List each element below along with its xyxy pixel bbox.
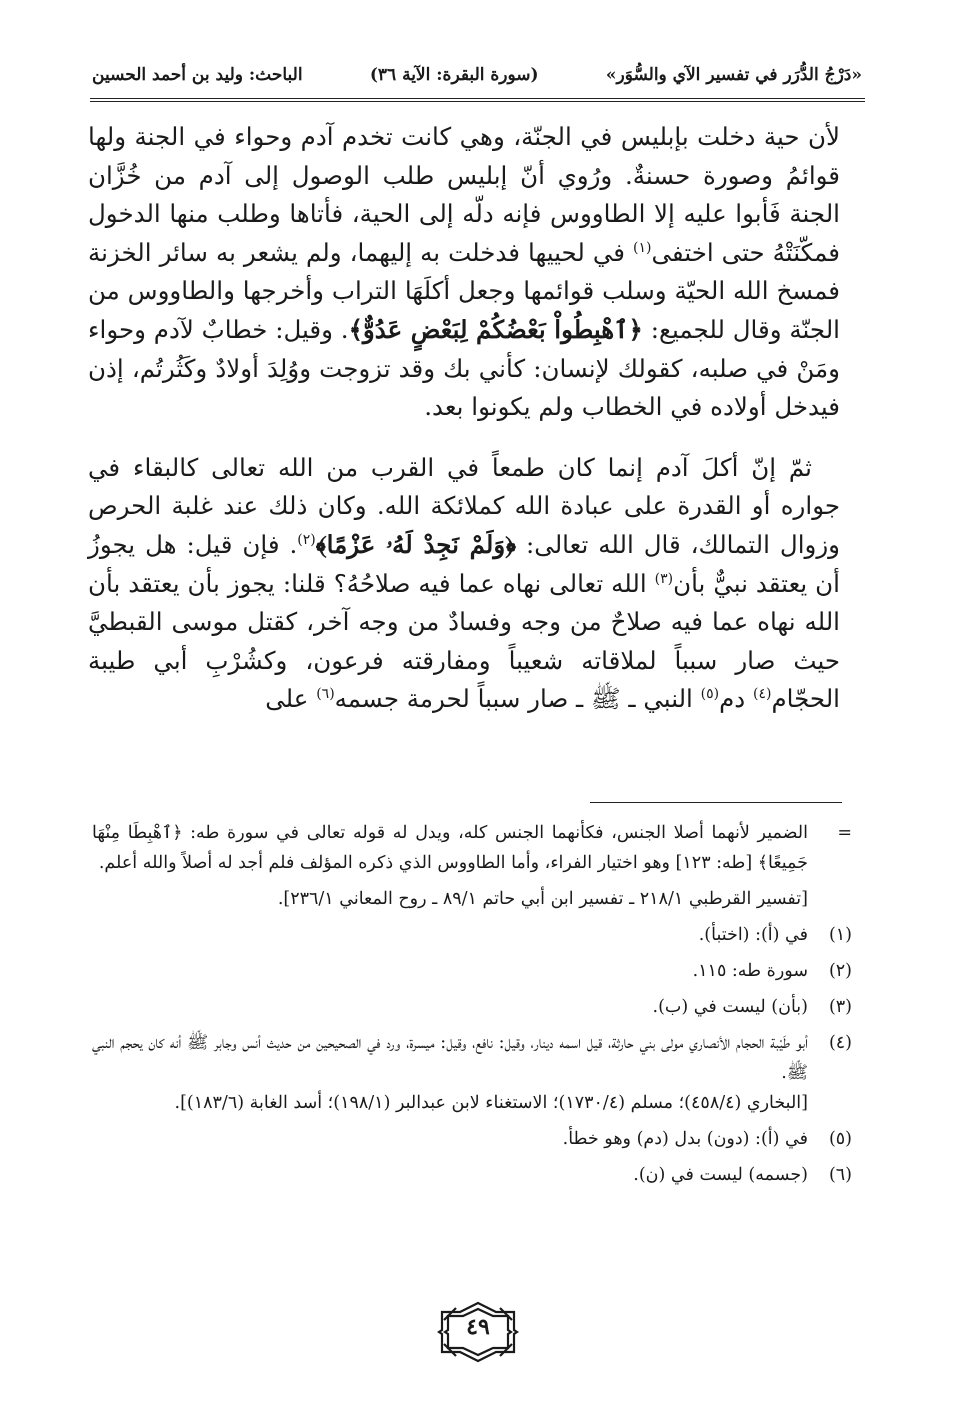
footnote-6 — [92, 1160, 852, 1190]
footnote-ref-2[interactable]: (٢) — [297, 531, 316, 548]
book-title: «دَرْجُ الدُّرَر في تفسير الآي والسُّوَر» — [605, 65, 862, 85]
footnote-text — [92, 1028, 808, 1118]
paragraph-1 — [88, 118, 840, 427]
footnote-number: (٥) — [828, 1129, 852, 1149]
text-run: في لحييها فدخلت به إليهما، ولم يشعر به سائر الخزنة فمسخ الله الحيّة وسلب قوائمها وجعل أكلَهَا التراب وأخرجها والطاووس من الجنّة وقال للجميع: — [88, 237, 840, 344]
page-number: ٤٩ — [466, 1314, 490, 1340]
text-run: . وقيل: خطابٌ لآدم وحواء ومَنْ في صلبه، كقولك لإنسان: كأني بك وقد تزوجت ووُلِدَ أولادٌ وكَثُرتُم، إذن فيدخل أولاده في الخطاب ولم يكونوا بعد. — [88, 314, 840, 422]
footnote-ref-6[interactable]: (٦) — [316, 686, 335, 703]
text-run: الله تعالى نهاه عما فيه صلاحُهُ؟ قلنا: يجوز بأن يعتقد بأن الله نهاه عما فيه صلاحٌ من وجه وفسادٌ من وجه آخر، كقتل موسى القبطيَّ حيث صار سبباً لملاقاته شعيباً ومفارقته فرعون، وكشُرْبِ أبي طيبة الحجّام — [88, 568, 840, 714]
footnote-number: (٣) — [828, 997, 852, 1017]
footnote-separator — [590, 802, 842, 803]
footnote-text: (بأن) ليست في (ب). — [652, 997, 808, 1017]
footnote-body: أبو طَيْبة الحجام الأنصاري مولى بني حارثة، قيل اسمه دينار، وقيل: نافع، وقيل: ميسرة، ورد في الصحيحين من حديث أنس وجابر ﷺ أنه كان يحجم النبي ﷺ. — [92, 1033, 808, 1083]
footnote-text: (جسمه) ليست في (ن). — [633, 1165, 808, 1185]
footnote-text: في (أ): (اختبأ). — [698, 925, 808, 945]
footnote-number: (١) — [828, 925, 852, 945]
footnote-2 — [92, 956, 852, 986]
footnote-number: (٤) — [828, 1033, 852, 1053]
footnote-continuation — [92, 818, 852, 878]
text-run: . فإن قيل: هل يجوزُ أن يعتقد نبيٌّ بأن — [88, 529, 840, 598]
paragraph-2 — [88, 449, 840, 719]
footnote-text: سورة طه: ١١٥. — [692, 961, 808, 981]
quran-verse: ﴿وَلَمْ نَجِدْ لَهُۥ عَزْمًا﴾ — [315, 529, 517, 559]
quran-verse: ﴿ٱهْبِطُواْ بَعْضُكُمْ لِبَعْضٍ عَدُوٌّ﴾ — [348, 314, 643, 344]
researcher-name: الباحث: وليد بن أحمد الحسين — [92, 65, 303, 85]
main-text — [88, 118, 840, 719]
surah-reference: (سورة البقرة: الآية ٣٦) — [369, 65, 539, 85]
running-header — [92, 60, 862, 90]
footnote-4 — [92, 1028, 852, 1118]
footnote-ref-3[interactable]: (٣) — [654, 570, 674, 587]
text-run: ثمّ إنّ أكلَ آدم إنما كان طمعاً في القرب من الله تعالى كالبقاء في جواره أو القدرة على عبادة الله كملائكة الله. وكان ذلك عند غلبة الحرص وزوال التمالك، قال الله تعالى: — [88, 452, 841, 559]
spacer — [808, 884, 852, 914]
footnote-1 — [92, 920, 852, 950]
continuation-marker: = — [837, 823, 852, 843]
footnote-text: في (أ): (دون) بدل (دم) وهو خطأ. — [562, 1129, 808, 1149]
footnote-number: (٢) — [828, 961, 852, 981]
page-number-ornament — [436, 1300, 520, 1364]
footnote-text: [تفسير القرطبي ٢١٨/١ ـ تفسير ابن أبي حاتم ٨٩/١ ـ روح المعاني ٢٣٦/١]. — [277, 889, 808, 909]
footnote-ref-4[interactable]: (٤) — [752, 686, 772, 703]
text-run: على — [265, 684, 317, 714]
text-run: دم — [719, 684, 753, 714]
footnote-sources: [البخاري (٤٥٨/٤)؛ مسلم (١٧٣٠/٤)؛ الاستغناء لابن عبدالبر (١٩٨/١)؛ أسد الغابة (١٨٣/٦)]. — [174, 1093, 808, 1113]
footnote-3 — [92, 992, 852, 1022]
footnote-text: الضمير لأنهما أصلا الجنس، فكأنهما الجنس كله، ويدل له قوله تعالى في سورة طه: ﴿ٱهْبِطَا مِنْهَا جَمِيعًا﴾ [طه: ١٢٣] وهو اختيار الفراء، وأما الطاووس الذي ذكره المؤلف فلم أجد له أصلاً والله أعلم. — [92, 823, 808, 873]
footnote-ref-1[interactable]: (١) — [633, 239, 652, 256]
footnotes — [92, 818, 852, 1196]
footnote-number: (٦) — [828, 1165, 852, 1185]
footnote-5 — [92, 1124, 852, 1154]
footnote-ref-5[interactable]: (٥) — [700, 686, 720, 703]
text-run: لأن حية دخلت بإبليس في الجنّة، وهي كانت تخدم آدم وحواء في الجنة ولها قوائمُ وصورة حسنةٌ. ورُوي أنّ إبليس طلب الوصول إلى آدم من خُزَّان الجنة فَأبوا عليه إلا الطاووس فإنه دلّه إلى الحية، فأتاها وطلب منها الدخول فمكّنَتْهُ حتى اختفى — [88, 122, 840, 267]
header-rule-double — [90, 101, 865, 102]
header-rule — [90, 98, 865, 99]
footnote-sources — [92, 884, 852, 914]
text-run: النبي ـ ﷺ ـ صار سبباً لحرمة جسمه — [334, 684, 701, 714]
